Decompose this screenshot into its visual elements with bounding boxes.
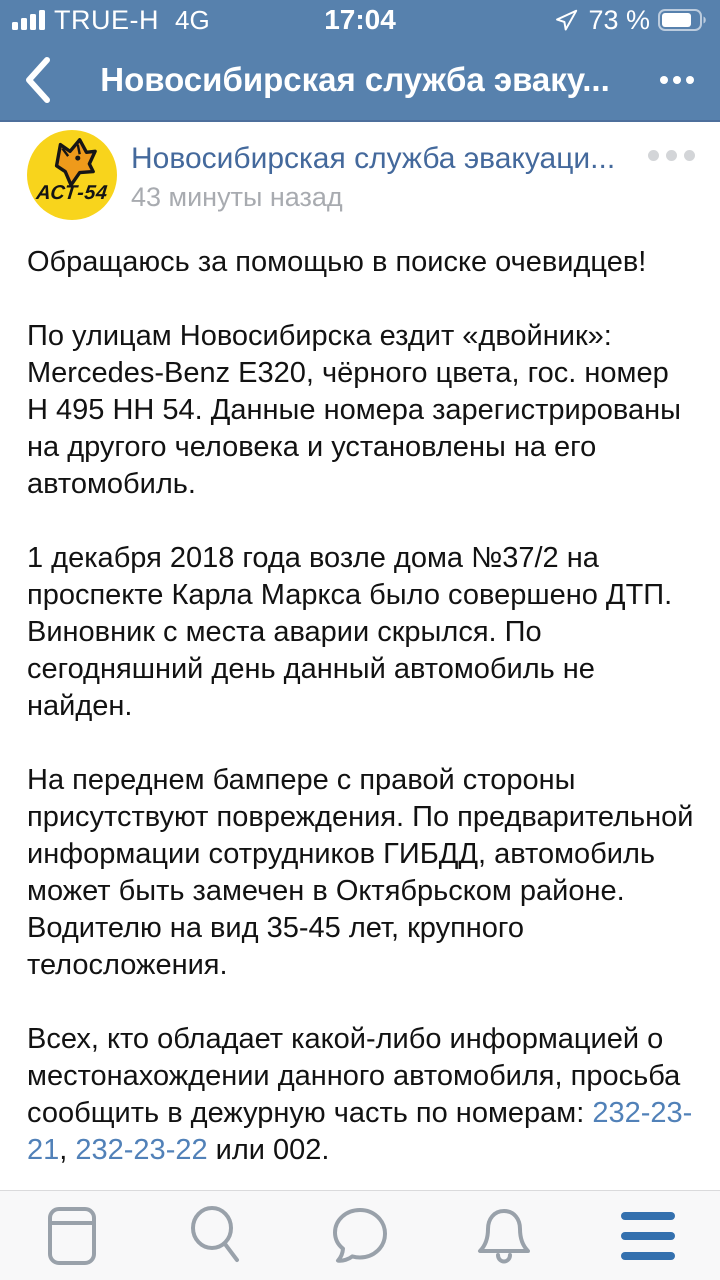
tab-messages[interactable] — [310, 1191, 410, 1280]
battery-percent: 73 % — [588, 4, 650, 35]
tab-notifications[interactable] — [454, 1191, 554, 1280]
post-paragraph: Всех, кто обладает какой-либо информацией о местонахождении данного автомобиля, просьба сообщить в дежурную часть по номерам: 232-23-21, 232-23-22 или 002. — [27, 1023, 693, 1166]
post-options-button[interactable] — [648, 144, 695, 167]
tab-bar — [0, 1190, 720, 1280]
post-paragraph: Обращаюсь за помощью в поиске очевидцев! — [27, 246, 647, 278]
phone-link[interactable]: 232-23-21 — [27, 1097, 693, 1166]
signal-bars-icon — [12, 9, 46, 31]
nav-title: Новосибирская служба эваку... — [100, 61, 610, 98]
status-left — [12, 5, 282, 36]
post-header — [0, 122, 720, 220]
avatar[interactable] — [27, 130, 117, 220]
location-arrow-icon — [554, 7, 580, 33]
post-timestamp: 43 минуты назад — [131, 182, 343, 212]
status-bar — [0, 0, 720, 40]
ellipsis-icon — [660, 76, 668, 84]
chevron-left-icon — [23, 55, 53, 105]
post — [0, 122, 720, 1190]
carrier-label: TRUE-H — [54, 4, 159, 35]
nav-bar — [0, 40, 720, 122]
lion-logo-icon — [41, 133, 103, 187]
phone-link[interactable]: 232-23-22 — [75, 1134, 208, 1166]
battery-icon — [658, 8, 708, 32]
network-label: 4G — [175, 4, 210, 35]
post-paragraph: На переднем бампере с правой стороны присутствуют повреждения. По предварительной информации сотрудников ГИБДД, автомобиль может быть замечен в Октябрьском районе. Водителю на вид 35-45 лет, крупного телосложения. — [27, 764, 694, 981]
group-name-link[interactable]: Новосибирская служба эвакуаци... — [131, 142, 616, 175]
back-button[interactable] — [0, 40, 76, 120]
tab-feed[interactable] — [22, 1191, 122, 1280]
tab-search[interactable] — [166, 1191, 266, 1280]
post-text — [0, 220, 720, 1169]
newspaper-icon — [46, 1205, 98, 1267]
post-meta — [117, 130, 695, 220]
bell-icon — [476, 1205, 532, 1267]
post-paragraph: 1 декабря 2018 года возле дома №37/2 на проспекте Карла Маркса было совершено ДТП. Виновник с места аварии скрылся. По сегодняшний день данный автомобиль не найден. — [27, 542, 673, 722]
tab-menu[interactable] — [598, 1191, 698, 1280]
post-paragraph: По улицам Новосибирска ездит «двойник»: Mercedes-Benz E320, чёрного цвета, гос. номер Н 495 НН 54. Данные номера зарегистрированы на другого человека и установлены на его автомобиль. — [27, 320, 682, 500]
status-right — [438, 5, 708, 36]
search-icon — [187, 1205, 245, 1267]
clock: 17:04 — [324, 4, 396, 35]
avatar-label: АСТ-54 — [35, 182, 109, 204]
hamburger-menu-icon — [621, 1212, 675, 1260]
speech-bubble-icon — [331, 1206, 389, 1266]
nav-more-button[interactable] — [634, 40, 720, 120]
ellipsis-icon — [648, 150, 659, 161]
